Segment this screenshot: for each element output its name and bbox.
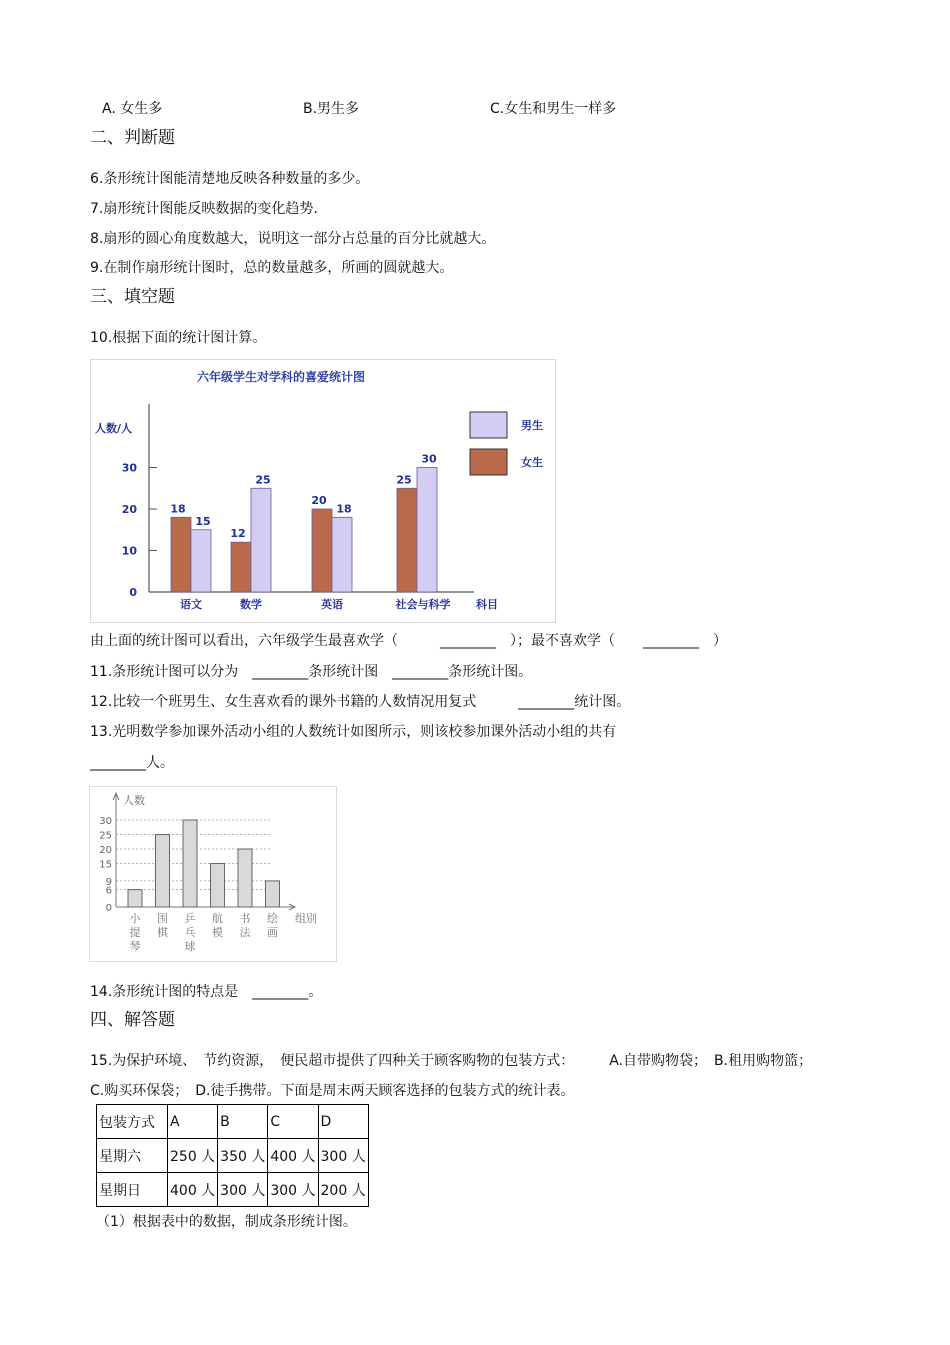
y-tick-label: 6: [105, 885, 112, 897]
table-header-cell: B: [218, 1105, 268, 1139]
x-category-label: 数学: [240, 598, 262, 611]
x-category-label-char: 球: [184, 940, 196, 953]
section-heading-judgement: 二、判断题: [90, 128, 175, 148]
table-row: [97, 1139, 369, 1173]
bar: [238, 849, 252, 907]
question-7: 7.扇形统计图能反映数据的变化趋势.: [90, 201, 318, 217]
data-label: 12: [230, 527, 246, 541]
bar: [191, 530, 211, 592]
section-heading-fill: 三、填空题: [90, 287, 175, 307]
y-axis-label: 人数: [123, 794, 145, 807]
table-cell: 300 人: [318, 1139, 368, 1173]
bar: [251, 488, 271, 592]
question-12: 12.比较一个班男生、女生喜欢看的课外书籍的人数情况用复式 ________统计图。: [90, 694, 631, 710]
bar: [332, 517, 352, 592]
question-8: 8.扇形的圆心角度数越大，说明这一部分占总量的百分比就越大。: [90, 231, 496, 247]
y-tick-label: 30: [99, 816, 112, 827]
x-category-label-char: 画: [267, 926, 278, 939]
table-cell: 300 人: [218, 1173, 268, 1207]
bar: [211, 864, 225, 908]
x-category-label-char: 书: [239, 912, 251, 925]
x-category-label: 社会与科学: [395, 598, 451, 611]
x-category-label-char: 乓: [184, 926, 196, 939]
question-15-line2: C.购买环保袋； D.徒手携带。下面是周末两天顾客选择的包装方式的统计表。: [90, 1083, 575, 1099]
chart-title: 六年级学生对学科的喜爱统计图: [196, 370, 366, 384]
bar: [231, 542, 251, 592]
bar: [128, 890, 142, 907]
section-heading-answer: 四、解答题: [90, 1010, 175, 1030]
x-category-label-char: 棋: [157, 926, 168, 939]
y-tick-label: 0: [105, 903, 112, 914]
x-category-label-char: 法: [239, 926, 251, 939]
bar: [312, 509, 332, 592]
bar: [183, 820, 197, 907]
table-row: [97, 1173, 369, 1207]
data-label: 15: [195, 514, 211, 528]
bar: [417, 468, 437, 593]
question-10: 10.根据下面的统计图计算。: [90, 330, 267, 346]
table-cell: 400 人: [168, 1173, 218, 1207]
table-cell: 250 人: [168, 1139, 218, 1173]
x-axis-label: 组别: [295, 912, 317, 925]
y-tick-label: 25: [99, 830, 112, 842]
bar: [397, 488, 417, 592]
data-label: 25: [396, 473, 412, 487]
x-category-label: 英语: [321, 598, 343, 611]
y-tick-label: 9: [105, 876, 112, 888]
x-category-label: 语文: [180, 598, 202, 611]
y-tick-label: 30: [121, 461, 137, 475]
table-cell: 300 人: [268, 1173, 318, 1207]
subject-preference-chart: [90, 359, 556, 623]
data-label: 25: [255, 473, 271, 487]
question-13: 13.光明数学参加课外活动小组的人数统计如图所示，则该校参加课外活动小组的共有: [90, 724, 617, 740]
subject-chart-svg: [91, 360, 555, 622]
x-category-label-char: 围: [157, 912, 168, 925]
table-cell: 200 人: [318, 1173, 368, 1207]
data-label: 18: [336, 502, 352, 516]
bar: [266, 881, 280, 907]
question-13-blank: ________人。: [90, 755, 174, 771]
legend-label: 女生: [521, 456, 543, 469]
table-cell: 星期六: [97, 1139, 168, 1173]
data-label: 30: [421, 452, 437, 466]
data-label: 18: [170, 502, 186, 516]
y-tick-label: 0: [129, 586, 137, 599]
q5-option-b: B.男生多: [303, 101, 360, 117]
question-9: 9.在制作扇形统计图时，总的数量越多，所画的圆就越大。: [90, 260, 454, 276]
x-category-label-char: 琴: [129, 940, 141, 953]
activity-group-chart: [89, 786, 337, 962]
y-tick-label: 20: [99, 845, 112, 856]
legend-swatch: [470, 449, 507, 475]
x-category-label-char: 绘: [267, 912, 278, 925]
bar: [156, 835, 170, 908]
legend-label: 男生: [521, 419, 543, 432]
x-category-label-char: 模: [212, 926, 223, 939]
bar: [171, 517, 191, 592]
x-category-label-char: 乒: [184, 912, 196, 925]
table-header-cell: A: [168, 1105, 218, 1139]
table-header-row: [97, 1105, 369, 1139]
question-15-part-1: （1）根据表中的数据，制成条形统计图。: [96, 1214, 357, 1230]
activity-chart-svg: [90, 787, 336, 961]
question-11: 11.条形统计图可以分为 ________条形统计图 ________条形统计图。: [90, 664, 533, 680]
y-tick-label: 20: [121, 503, 137, 516]
question-14: 14.条形统计图的特点是 ________。: [90, 984, 323, 1000]
q5-option-a: A. 女生多: [102, 101, 163, 117]
table-cell: 350 人: [218, 1139, 268, 1173]
x-category-label-char: 提: [129, 926, 141, 939]
table-header-cell: C: [268, 1105, 318, 1139]
x-category-label-char: 航: [212, 912, 223, 925]
y-tick-label: 15: [99, 859, 112, 871]
question-15: 15.为保护环境、 节约资源， 便民超市提供了四种关于顾客购物的包装方式： A.自带购物袋； B.租用购物篮；: [90, 1053, 813, 1069]
x-category-label-char: 小: [129, 912, 141, 925]
data-label: 20: [311, 494, 327, 507]
table-cell: 400 人: [268, 1139, 318, 1173]
y-tick-label: 10: [121, 544, 137, 558]
table-header-cell: D: [318, 1105, 368, 1139]
question-10-fill: 由上面的统计图可以看出，六年级学生最喜欢学（ ________ ）；最不喜欢学（ ________ ）: [90, 633, 727, 649]
x-axis-label: 科目: [476, 598, 498, 611]
table-header-cell: 包装方式: [97, 1105, 168, 1139]
table-cell: 星期日: [97, 1173, 168, 1207]
question-6: 6.条形统计图能清楚地反映各种数量的多少。: [90, 171, 370, 187]
legend-swatch: [470, 412, 507, 438]
q5-option-c: C.女生和男生一样多: [490, 101, 617, 117]
packaging-table: [96, 1104, 369, 1207]
y-axis-label: 人数/人: [95, 422, 133, 435]
